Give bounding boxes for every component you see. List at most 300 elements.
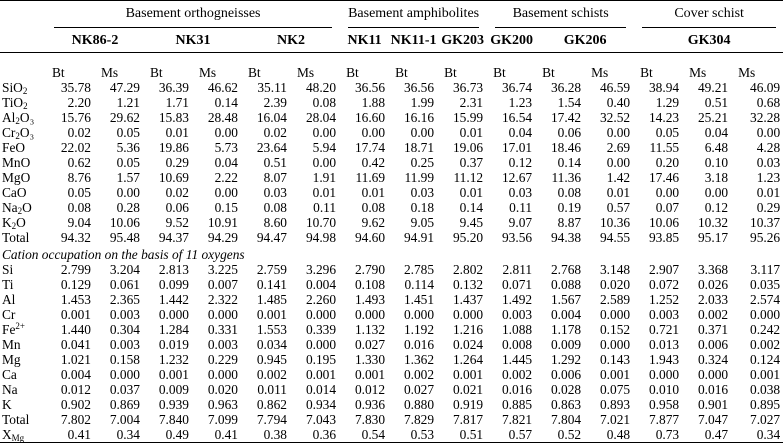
row-label [0, 337, 46, 352]
mineral-label: Bt [640, 65, 653, 80]
value-cell: 2.033 [697, 292, 729, 307]
value-cell: 0.03 [756, 155, 781, 170]
value-cell: 1.88 [361, 95, 386, 110]
value-cell: 2.799 [60, 262, 91, 277]
value-cell: 0.304 [109, 322, 140, 337]
value-cell: 7.802 [60, 412, 91, 427]
value-cell: 12.67 [501, 170, 533, 185]
value-cell: 0.011 [257, 382, 287, 397]
value-cell: 0.01 [756, 185, 781, 200]
value-cell: 0.919 [452, 397, 484, 412]
value-cell: 0.47 [704, 427, 729, 442]
value-cell: 1.42 [606, 170, 631, 185]
value-cell: 9.05 [410, 215, 435, 230]
value-cell: 0.53 [410, 427, 435, 442]
oxide-row [0, 200, 783, 215]
value-cell: 3.296 [305, 262, 337, 277]
value-cell: 3.225 [207, 262, 238, 277]
value-cell: 5.36 [116, 140, 140, 155]
value-cell: 0.003 [648, 307, 680, 322]
row-label-base: Ca [2, 367, 17, 382]
value-cell: 2.39 [263, 95, 287, 110]
value-cell: 36.56 [403, 80, 435, 95]
value-cell: 0.19 [557, 200, 582, 215]
value-cell: 16.04 [256, 110, 287, 125]
value-cell: 0.004 [60, 367, 91, 382]
oxide-row [0, 80, 783, 95]
value-cell: 9.52 [165, 215, 189, 230]
value-cell: 0.024 [452, 337, 484, 352]
value-cell: 0.001 [158, 367, 189, 382]
value-cell: 0.958 [648, 397, 680, 412]
row-label-base: Mn [2, 337, 21, 352]
mineral-label: Bt [395, 65, 408, 80]
value-cell: 0.002 [501, 367, 533, 382]
cation-row [0, 382, 783, 397]
row-label [0, 367, 46, 382]
value-cell: 47.29 [109, 80, 140, 95]
value-cell: 0.05 [655, 125, 680, 140]
value-cell: 0.863 [550, 397, 582, 412]
value-cell: 0.007 [207, 277, 238, 292]
mineral-label: Bt [150, 65, 163, 80]
value-cell: 0.04 [704, 125, 729, 140]
value-cell: 95.20 [452, 230, 484, 245]
value-cell: 23.64 [256, 140, 287, 155]
value-cell: 94.91 [403, 230, 435, 245]
value-cell: 7.821 [501, 412, 533, 427]
row-label-base: K [2, 397, 12, 412]
value-cell: 0.012 [354, 382, 386, 397]
sample-id-header: GK200 [490, 32, 533, 48]
value-cell: 0.002 [403, 367, 435, 382]
value-cell: 0.14 [557, 155, 582, 170]
corner-cell [0, 28, 46, 53]
value-cell: 7.817 [452, 412, 484, 427]
value-cell: 7.027 [750, 412, 781, 427]
value-cell: 0.000 [599, 307, 631, 322]
value-cell: 2.365 [109, 292, 140, 307]
value-cell: 0.004 [550, 307, 582, 322]
row-label [0, 215, 46, 230]
value-cell: 0.071 [501, 277, 533, 292]
cation-row [0, 397, 783, 412]
value-cell: 0.01 [312, 185, 337, 200]
value-cell: 16.60 [354, 110, 386, 125]
value-cell: 0.009 [550, 337, 582, 352]
value-cell: 32.28 [750, 110, 781, 125]
value-cell: 9.07 [508, 215, 533, 230]
mineral-label: Bt [493, 65, 506, 80]
value-cell: 0.143 [599, 352, 631, 367]
value-cell: 7.047 [697, 412, 729, 427]
value-cell: 0.075 [599, 382, 631, 397]
value-cell: 0.05 [116, 125, 140, 140]
value-cell: 10.36 [599, 215, 631, 230]
row-label [0, 397, 46, 412]
value-cell: 1.442 [158, 292, 189, 307]
value-cell: 1.440 [60, 322, 91, 337]
value-cell: 8.60 [263, 215, 287, 230]
rock-group-header [634, 1, 783, 29]
value-cell: 2.813 [158, 262, 189, 277]
value-cell: 0.000 [158, 307, 189, 322]
value-cell: 17.46 [648, 170, 680, 185]
value-cell: 0.68 [756, 95, 781, 110]
row-label-base: Total [2, 230, 30, 245]
value-cell: 0.242 [750, 322, 781, 337]
value-cell: 46.09 [750, 80, 781, 95]
value-cell: 38.94 [648, 80, 680, 95]
value-cell: 0.034 [256, 337, 287, 352]
sample-id-header: GK206 [563, 32, 607, 48]
row-label-base: Na [2, 382, 18, 397]
row-label-base: Na [2, 200, 18, 215]
value-cell: 0.129 [60, 277, 91, 292]
value-cell: 2.785 [403, 262, 435, 277]
value-cell: 35.78 [60, 80, 91, 95]
value-cell: 0.002 [256, 367, 287, 382]
value-cell: 0.40 [606, 95, 631, 110]
value-cell: 1.99 [410, 95, 435, 110]
value-cell: 0.000 [305, 337, 337, 352]
value-cell: 0.05 [116, 155, 140, 170]
value-cell: 0.008 [501, 337, 533, 352]
value-cell: 0.061 [109, 277, 140, 292]
value-cell: 35.11 [257, 80, 287, 95]
value-cell: 0.00 [756, 125, 781, 140]
value-cell: 14.23 [648, 110, 680, 125]
cation-row [0, 292, 783, 307]
value-cell: 10.37 [750, 215, 781, 230]
value-cell: 11.99 [404, 170, 435, 185]
value-cell: 0.001 [60, 307, 91, 322]
value-cell: 0.12 [704, 200, 729, 215]
value-cell: 0.016 [403, 337, 435, 352]
row-label-base: Al [2, 292, 16, 307]
value-cell: 9.04 [67, 215, 91, 230]
value-cell: 1.553 [256, 322, 287, 337]
value-cell: 0.339 [305, 322, 337, 337]
value-cell: 36.56 [354, 80, 386, 95]
value-cell: 0.29 [756, 200, 781, 215]
value-cell: 0.124 [750, 352, 781, 367]
value-cell: 17.42 [550, 110, 582, 125]
value-cell: 0.42 [361, 155, 386, 170]
value-cell: 2.802 [452, 262, 484, 277]
value-cell: 0.36 [312, 427, 337, 442]
mineral-label: Ms [591, 65, 609, 80]
row-label [0, 185, 46, 200]
value-cell: 10.06 [648, 215, 680, 230]
value-cell: 0.869 [109, 397, 140, 412]
value-cell: 0.016 [501, 382, 533, 397]
mineral-label: Ms [738, 65, 756, 80]
oxide-row [0, 125, 783, 140]
row-label-base: MgO [2, 170, 31, 185]
value-cell: 0.945 [256, 352, 287, 367]
value-cell: 0.41 [214, 427, 238, 442]
value-cell: 0.08 [361, 200, 386, 215]
value-cell: 11.36 [551, 170, 582, 185]
oxide-row [0, 215, 783, 230]
value-cell: 1.451 [403, 292, 435, 307]
value-cell: 1.71 [165, 95, 189, 110]
row-label-suffix: O₃ [19, 110, 35, 125]
row-label-base: Al [2, 110, 16, 125]
value-cell: 8.07 [263, 170, 287, 185]
value-cell: 8.87 [557, 215, 582, 230]
row-label-subscript: 2 [17, 206, 23, 216]
value-cell: 0.08 [312, 95, 337, 110]
value-cell: 1.088 [501, 322, 533, 337]
row-label-base: Cr [2, 307, 16, 322]
value-cell: 0.003 [207, 337, 238, 352]
row-label [0, 292, 46, 307]
value-cell: 95.17 [697, 230, 729, 245]
value-cell: 5.94 [312, 140, 337, 155]
mineral-label: Bt [346, 65, 359, 80]
value-cell: 0.000 [648, 367, 680, 382]
value-cell: 6.48 [704, 140, 729, 155]
value-cell: 0.862 [256, 397, 287, 412]
value-cell: 4.28 [756, 140, 781, 155]
value-cell: 49.21 [697, 80, 729, 95]
value-cell: 7.840 [158, 412, 189, 427]
value-cell: 2.790 [354, 262, 386, 277]
value-cell: 0.072 [648, 277, 680, 292]
rock-group-header [340, 1, 487, 29]
value-cell: 36.73 [452, 80, 484, 95]
cation-row [0, 352, 783, 367]
mineral-label: Ms [689, 65, 707, 80]
value-cell: 0.11 [313, 200, 337, 215]
value-cell: 1.91 [312, 170, 337, 185]
value-cell: 0.73 [655, 427, 680, 442]
value-cell: 1.284 [158, 322, 189, 337]
value-cell: 0.152 [599, 322, 631, 337]
value-cell: 2.31 [459, 95, 484, 110]
value-cell: 0.002 [750, 337, 781, 352]
value-cell: 0.18 [410, 200, 435, 215]
value-cell: 0.001 [305, 367, 337, 382]
value-cell: 0.10 [704, 155, 729, 170]
value-cell: 10.91 [207, 215, 238, 230]
value-cell: 0.324 [697, 352, 729, 367]
oxide-row [0, 155, 783, 170]
value-cell: 0.088 [550, 277, 582, 292]
value-cell: 0.41 [67, 427, 91, 442]
value-cell: 0.000 [750, 307, 781, 322]
value-cell: 0.01 [606, 185, 631, 200]
value-cell: 0.010 [648, 382, 680, 397]
value-cell: 1.493 [354, 292, 386, 307]
value-cell: 0.14 [214, 95, 238, 110]
value-cell: 3.117 [750, 262, 781, 277]
value-cell: 93.56 [501, 230, 533, 245]
value-cell: 1.292 [550, 352, 582, 367]
value-cell: 16.54 [501, 110, 533, 125]
value-cell: 94.47 [256, 230, 287, 245]
value-cell: 0.371 [697, 322, 729, 337]
row-label [0, 170, 46, 185]
oxide-row [0, 170, 783, 185]
value-cell: 0.000 [452, 307, 484, 322]
value-cell: 0.28 [116, 200, 140, 215]
row-label-superscript: 2+ [15, 321, 25, 331]
value-cell: 1.485 [256, 292, 287, 307]
value-cell: 94.38 [550, 230, 582, 245]
value-cell: 1.437 [452, 292, 484, 307]
row-label-subscript: 2 [23, 101, 28, 111]
cation-row [0, 367, 783, 382]
row-label [0, 427, 46, 443]
value-cell: 7.794 [256, 412, 287, 427]
sample-id-header: NK2 [277, 32, 306, 48]
row-label-suffix: O [16, 215, 26, 230]
value-cell: 95.48 [109, 230, 140, 245]
value-cell: 7.830 [354, 412, 386, 427]
row-label [0, 277, 46, 292]
value-cell: 17.01 [501, 140, 533, 155]
value-cell: 10.06 [109, 215, 140, 230]
value-cell: 0.004 [305, 277, 337, 292]
value-cell: 48.20 [305, 80, 337, 95]
value-cell: 0.51 [704, 95, 729, 110]
value-cell: 0.07 [655, 200, 680, 215]
value-cell: 0.00 [606, 125, 631, 140]
value-cell: 1.192 [403, 322, 435, 337]
value-cell: 0.15 [214, 200, 238, 215]
value-cell: 17.74 [354, 140, 386, 155]
value-cell: 0.038 [750, 382, 781, 397]
row-label-base: MnO [2, 155, 31, 170]
cation-row [0, 322, 783, 337]
cation-section-heading-row [0, 245, 783, 262]
value-cell: 0.027 [403, 382, 435, 397]
value-cell: 0.001 [354, 367, 386, 382]
value-cell: 0.01 [459, 125, 484, 140]
value-cell: 1.492 [501, 292, 533, 307]
row-label-base: Cr [2, 125, 16, 140]
value-cell: 36.74 [501, 80, 533, 95]
value-cell: 9.62 [361, 215, 386, 230]
sample-header-row [0, 28, 783, 53]
value-cell: 7.877 [648, 412, 680, 427]
value-cell: 15.83 [158, 110, 189, 125]
value-cell: 0.000 [305, 307, 337, 322]
value-cell: 0.001 [452, 367, 484, 382]
value-cell: 0.001 [256, 307, 287, 322]
value-cell: 0.195 [305, 352, 337, 367]
value-cell: 0.026 [697, 277, 729, 292]
value-cell: 94.55 [599, 230, 631, 245]
value-cell: 0.013 [648, 337, 680, 352]
oxide-row [0, 185, 783, 200]
value-cell: 0.000 [354, 307, 386, 322]
value-cell: 9.45 [459, 215, 484, 230]
value-cell: 0.000 [207, 367, 238, 382]
cation-row [0, 277, 783, 292]
value-cell: 0.02 [263, 125, 287, 140]
mineral-label: Ms [297, 65, 315, 80]
mineral-label: Ms [199, 65, 217, 80]
value-cell: 28.48 [207, 110, 238, 125]
value-cell: 0.00 [655, 185, 680, 200]
value-cell: 0.009 [158, 382, 189, 397]
value-cell: 0.158 [109, 352, 140, 367]
value-cell: 7.804 [550, 412, 582, 427]
value-cell: 0.901 [697, 397, 729, 412]
row-label [0, 140, 46, 155]
value-cell: 5.73 [214, 140, 238, 155]
value-cell: 0.05 [67, 185, 91, 200]
row-label-base: SiO [2, 80, 23, 95]
value-cell: 1.567 [550, 292, 582, 307]
cation-row [0, 412, 783, 427]
value-cell: 0.08 [263, 200, 287, 215]
row-label-base: CaO [2, 185, 27, 200]
value-cell: 0.48 [606, 427, 631, 442]
value-cell: 0.006 [697, 337, 729, 352]
oxide-row [0, 95, 783, 110]
value-cell: 0.01 [459, 185, 484, 200]
value-cell: 0.936 [354, 397, 386, 412]
value-cell: 0.20 [655, 155, 680, 170]
sample-id-header: GK304 [687, 32, 731, 48]
value-cell: 0.132 [452, 277, 484, 292]
value-cell: 0.00 [312, 155, 337, 170]
row-label [0, 352, 46, 367]
value-cell: 46.62 [207, 80, 238, 95]
value-cell: 94.98 [305, 230, 337, 245]
cation-row [0, 307, 783, 322]
value-cell: 0.721 [648, 322, 680, 337]
value-cell: 0.51 [459, 427, 484, 442]
value-cell: 0.885 [501, 397, 533, 412]
corner-cell [0, 53, 46, 81]
value-cell: 0.041 [60, 337, 91, 352]
value-cell: 0.000 [403, 307, 435, 322]
sample-id-header: NK86-2 [71, 32, 119, 48]
value-cell: 11.12 [453, 170, 484, 185]
value-cell: 0.03 [263, 185, 287, 200]
value-cell: 95.26 [750, 230, 781, 245]
value-cell: 1.23 [756, 170, 781, 185]
row-label [0, 230, 46, 245]
value-cell: 1.021 [60, 352, 91, 367]
value-cell: 0.141 [256, 277, 287, 292]
value-cell: 0.003 [501, 307, 533, 322]
value-cell: 0.012 [60, 382, 91, 397]
rock-group-label: Basement amphibolites [348, 6, 479, 28]
value-cell: 1.29 [655, 95, 680, 110]
value-cell: 11.69 [355, 170, 386, 185]
sample-id-header: NK11 [347, 32, 382, 48]
row-label-subscript: 2 [22, 86, 28, 96]
value-cell: 15.76 [60, 110, 91, 125]
value-cell: 2.574 [750, 292, 781, 307]
value-cell: 0.895 [750, 397, 781, 412]
value-cell: 0.331 [207, 322, 238, 337]
value-cell: 0.62 [67, 155, 91, 170]
row-label [0, 412, 46, 427]
row-label-base: Mg [2, 352, 21, 367]
value-cell: 0.003 [109, 337, 140, 352]
value-cell: 1.453 [60, 292, 91, 307]
row-label [0, 322, 46, 337]
value-cell: 0.00 [704, 185, 729, 200]
